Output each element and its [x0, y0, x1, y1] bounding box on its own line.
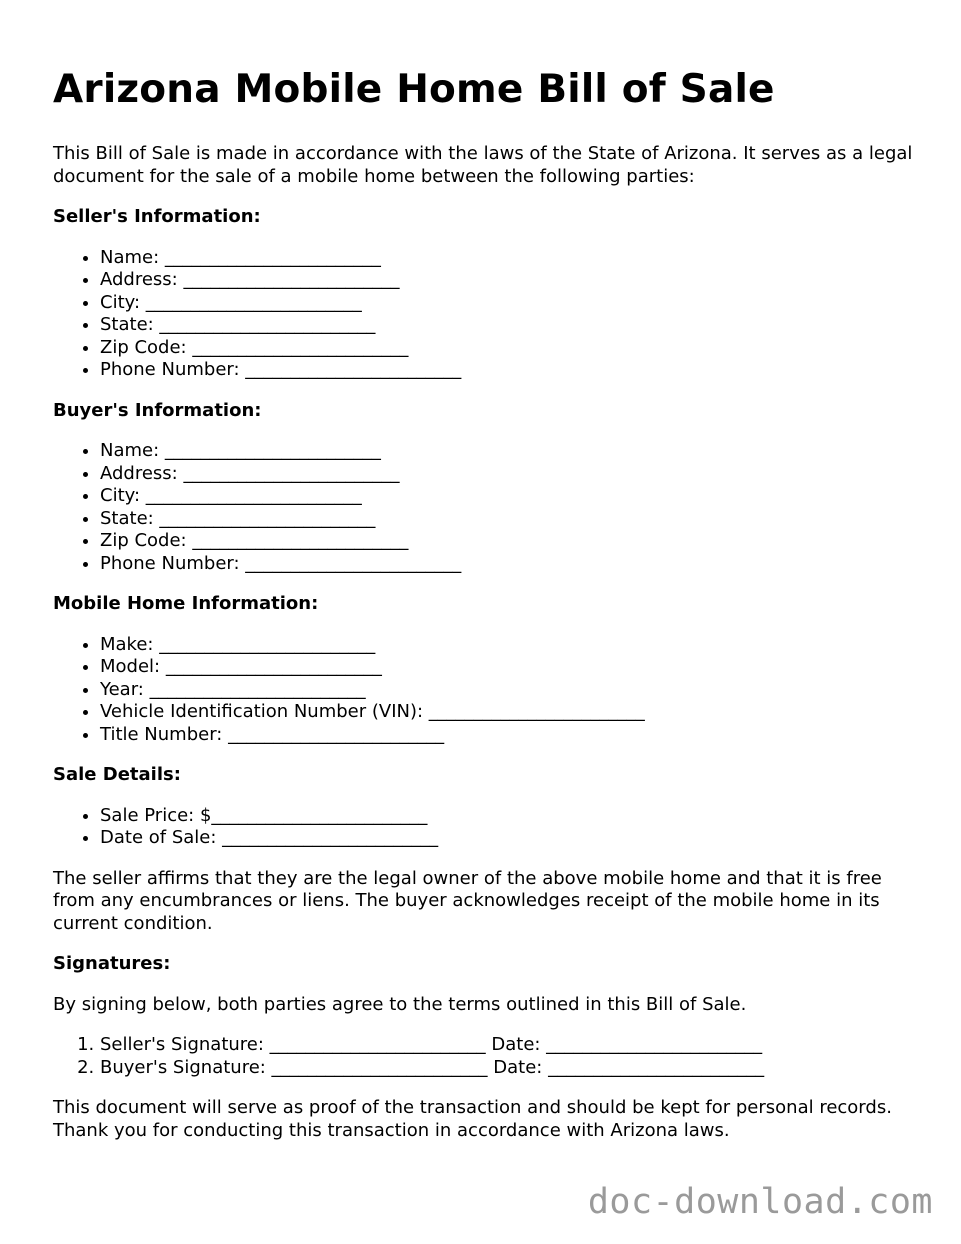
buyer-fields-list [53, 440, 913, 575]
signature-lines-list [53, 1034, 913, 1079]
mobile-home-heading: Mobile Home Information: [53, 593, 319, 614]
seller-city-field: • City: ________________________ [100, 292, 913, 315]
buyer-heading: Buyer's Information: [53, 399, 262, 421]
seller-phone-field: • Phone Number: ________________________ [100, 359, 913, 382]
date-of-sale-field: • Date of Sale: ________________________ [100, 827, 913, 850]
sale-details-heading: Sale Details: [53, 764, 181, 785]
buyer-signature-line: 2. Buyer's Signature: ________________________ Date: ________________________ [100, 1057, 913, 1080]
buyer-phone-field: • Phone Number: ________________________ [100, 553, 913, 576]
title-number-field: • Title Number: ________________________ [100, 724, 913, 747]
buyer-name-field: • Name: ________________________ [100, 440, 913, 463]
make-field: • Make: ________________________ [100, 634, 913, 657]
document-title: Arizona Mobile Home Bill of Sale [53, 67, 775, 112]
affirmation-paragraph: The seller affirms that they are the legal owner of the above mobile home and that it is free from any encumbrances or liens. The buyer acknowledges receipt of the mobile home in its current condition. [53, 867, 882, 934]
model-field: • Model: ________________________ [100, 656, 913, 679]
vin-field: • Vehicle Identification Number (VIN): ________________________ [100, 701, 913, 724]
seller-fields-list [53, 247, 913, 382]
year-field: • Year: ________________________ [100, 679, 913, 702]
seller-address-field: • Address: ________________________ [100, 269, 913, 292]
buyer-city-field: • City: ________________________ [100, 485, 913, 508]
seller-state-field: • State: ________________________ [100, 314, 913, 337]
signatures-text: By signing below, both parties agree to the terms outlined in this Bill of Sale. [53, 993, 747, 1015]
sale-price-field: • Sale Price: $________________________ [100, 805, 913, 828]
mobile-home-fields-list [53, 634, 913, 747]
watermark-text: doc-download.com [587, 1182, 933, 1222]
closing-paragraph: This document will serve as proof of the transaction and should be kept for personal records. Thank you for conducting this transaction in accordance with Arizona laws. [53, 1097, 892, 1141]
buyer-address-field: • Address: ________________________ [100, 463, 913, 486]
document-page [53, 62, 913, 1160]
intro-paragraph: This Bill of Sale is made in accordance with the laws of the State of Arizona. It serves as a legal document for the sale of a mobile home between the following parties: [53, 143, 913, 187]
seller-signature-line: 1. Seller's Signature: ________________________ Date: ________________________ [100, 1034, 913, 1057]
sale-details-list [53, 805, 913, 850]
seller-zip-field: • Zip Code: ________________________ [100, 337, 913, 360]
buyer-state-field: • State: ________________________ [100, 508, 913, 531]
signatures-heading: Signatures: [53, 953, 171, 974]
seller-heading: Seller's Information: [53, 206, 261, 227]
buyer-zip-field: • Zip Code: ________________________ [100, 530, 913, 553]
seller-name-field: • Name: ________________________ [100, 247, 913, 270]
